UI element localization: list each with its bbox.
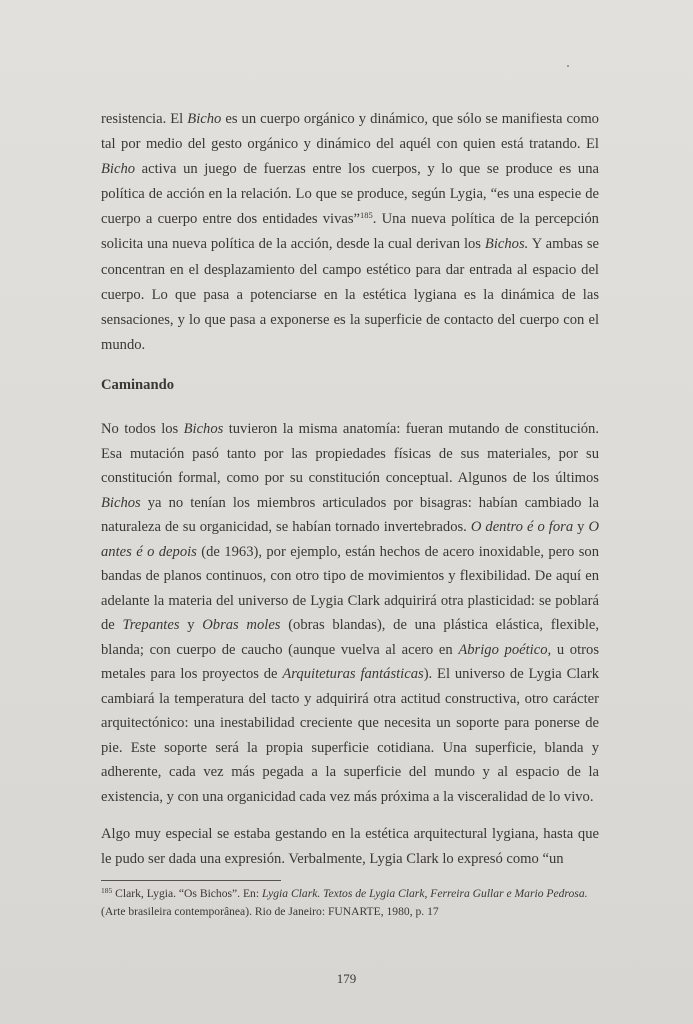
italic-title: Bichos: [183, 421, 224, 437]
text-run: No todos los: [101, 421, 184, 437]
text-run: (Arte brasileira contemporânea). Rio de Janeiro: FUNARTE, 1980, p. 17: [101, 904, 439, 918]
italic-title: Bicho: [187, 111, 222, 127]
footnote-reference: 185: [360, 210, 373, 221]
text-run: Clark, Lygia. “Os Bichos”. En:: [112, 887, 262, 900]
text-run: y: [179, 617, 203, 633]
text-run: u otros metales para los proyectos de: [101, 641, 599, 682]
footnote-number: 185: [101, 886, 113, 895]
page-number: 179: [336, 971, 357, 986]
text-run: ya no tenían los miembros articulados por bisagras: habían cambiado la naturaleza de su organicidad, se habían tornado invertebrados.: [101, 494, 599, 535]
section-heading: Caminando: [101, 377, 174, 393]
text-run: . Una nueva política de la percepción solicita una nueva política de la acción, desde la cual derivan los: [101, 211, 599, 253]
text-run: Y ambas se concentran en el desplazamiento del campo estético para dar entrada al espacio del cuerpo. Lo que pasa a potenciarse en la estética lygiana es la dinámica de las sensaciones, y lo que pasa a exponerse es la superficie de contacto del cuerpo con el mundo.: [101, 236, 599, 353]
italic-title: Trepantes: [122, 617, 180, 633]
italic-title: Lygia Clark. Textos de Lygia Clark, Ferreira Gullar e Mario Pedrosa.: [261, 887, 588, 900]
italic-title: Bichos: [101, 494, 141, 511]
footnote-divider: [101, 880, 281, 881]
italic-title: Bichos.: [484, 236, 529, 253]
italic-title: O dentro é o fora: [470, 519, 574, 535]
text-run: ). El universo de Lygia Clark cambiará la temperatura del tacto y adquirirá otra actitud constructiva, otro carácter arquitectónico: una inestabilidad creciente que necesita un soporte para ponerse de pie. Este soporte será la propia superficie cotidiana. Una superficie, blanda y adherente, cada vez más pegada a la superficie del mundo y al espacio de la existencia, y con una organicidad cada vez más próxima a la visceralidad de lo vivo.: [101, 666, 599, 805]
italic-title: Obras moles: [202, 617, 281, 633]
paragraph-algo: [101, 822, 599, 872]
italic-title: Abrigo poético,: [458, 641, 552, 658]
footnote: [101, 885, 599, 920]
text-run: (obras blandas), de una plástica elástica, flexible, blanda; con cuerpo de caucho (aunque vuelva al acero en: [101, 617, 600, 658]
text-run: activa un juego de fuerzas entre los cuerpos, y lo que se produce es una política de acción en la relación. Lo que se produce, según Lygia, “es una especie de cuerpo a cuerpo entre dos entidades vivas”: [101, 161, 599, 228]
text-run: (de 1963), por ejemplo, están hechos de acero inoxidable, pero son bandas de planos continuos, con otro tipo de movimientos y flexibilidad. De aquí en adelante la materia del universo de Lygia Clark adquirirá otra plasticidad: se poblará de: [101, 543, 599, 633]
text-run: es un cuerpo orgánico y dinámico, que sólo se manifiesta como tal por medio del gesto orgánico y dinámico del aquél con quien está tratando. El: [101, 111, 599, 153]
paragraph-continuation: [101, 107, 599, 358]
italic-title: Arquiteturas fantásticas: [282, 666, 424, 682]
text-run: Algo muy especial se estaba gestando en la estética arquitectural lygiana, hasta que le pudo ser dada una expresión. Verbalmente, Lygia Clark lo expresó como “un: [101, 826, 599, 867]
text-run: y: [573, 519, 589, 535]
paragraph-caminando: [101, 417, 599, 809]
paper-speck: [567, 65, 569, 67]
italic-title: O antes é o depois: [101, 519, 600, 560]
italic-title: Bicho: [101, 161, 136, 178]
text-run: tuvieron la misma anatomía: fueran mutando de constitución. Esa mutación pasó tanto por las propiedades físicas de sus materiales, por su constitución formal, como por su constitución conceptual. Algunos de los últimos: [101, 421, 599, 486]
text-run: resistencia. El: [101, 111, 188, 127]
